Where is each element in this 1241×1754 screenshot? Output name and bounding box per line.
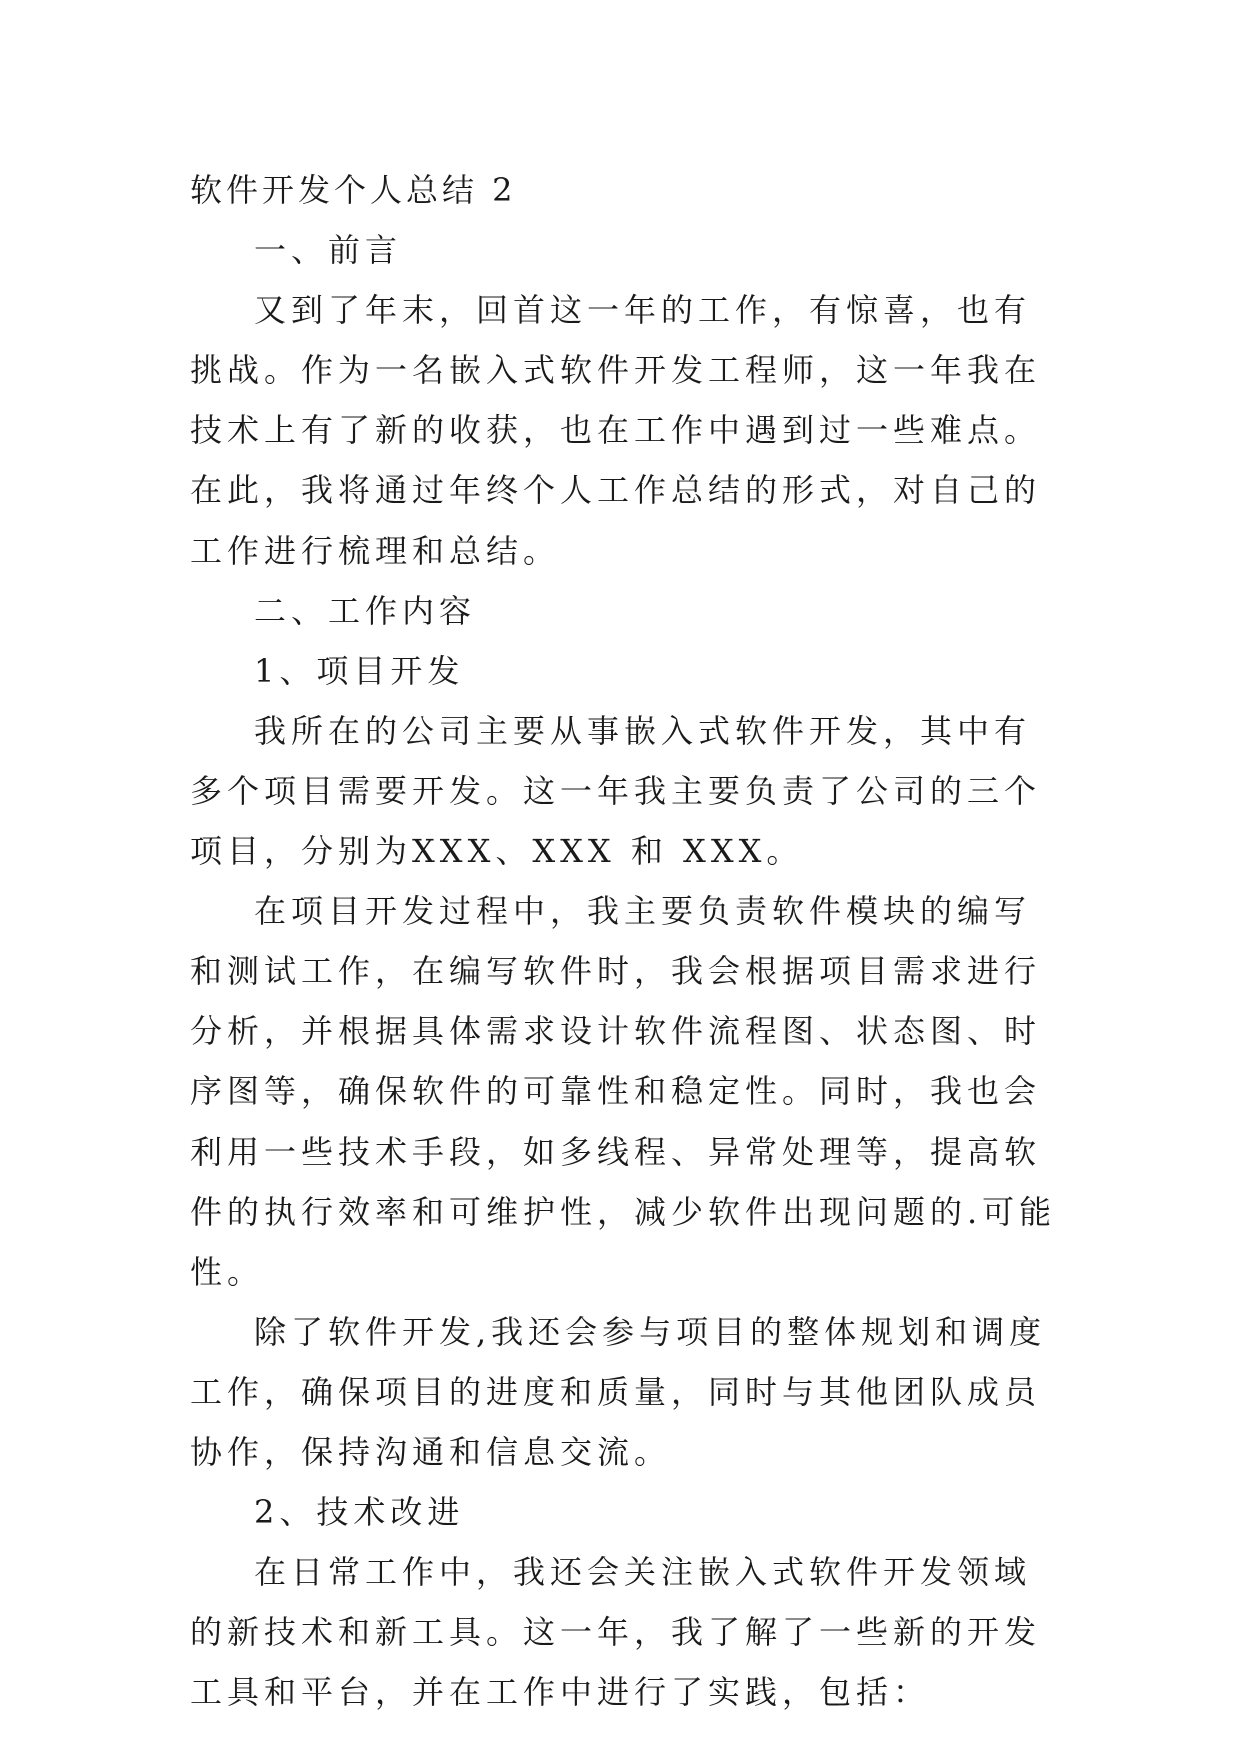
- paragraph-planning: 除了软件开发,我还会参与项目的整体规划和调度工作，确保项目的进度和质量，同时与其他团队成员协作，保持沟通和信息交流。: [190, 1312, 1047, 1471]
- subheading-project-development: 1、项目开发: [254, 651, 465, 690]
- document-title: 软件开发个人总结 2: [190, 171, 517, 209]
- section-heading-preface: 一、前言: [254, 231, 403, 270]
- subheading-technical-improvement: 2、技术改进: [254, 1493, 465, 1532]
- paragraph-development-process: 在项目开发过程中，我主要负责软件模块的编写和测试工作，在编写软件时，我会根据项目需求进行分析，并根据具体需求设计软件流程图、状态图、时序图等，确保软件的可靠性和稳定性。同时，我也会利用一些技术手段，如多线程、异常处理等，提高软件的执行效率和可维护性，减少软件出现问题的.可能性。: [190, 892, 1057, 1291]
- paragraph-intro: 又到了年末，回首这一年的工作，有惊喜，也有挑战。作为一名嵌入式软件开发工程师，这一年我在技术上有了新的收获，也在工作中遇到过一些难点。在此，我将通过年终个人工作总结的形式，对自己的工作进行梳理和总结。: [190, 291, 1042, 570]
- paragraph-new-tools: 在日常工作中，我还会关注嵌入式软件开发领域的新技术和新工具。这一年，我了解了一些新的开发工具和平台，并在工作中进行了实践，包括：: [190, 1553, 1042, 1712]
- paragraph-projects: 我所在的公司主要从事嵌入式软件开发，其中有多个项目需要开发。这一年我主要负责了公司的三个项目，分别为XXX、XXX 和 XXX。: [190, 711, 1042, 871]
- document-body: [190, 160, 1060, 1722]
- section-heading-work-content: 二、工作内容: [254, 591, 477, 630]
